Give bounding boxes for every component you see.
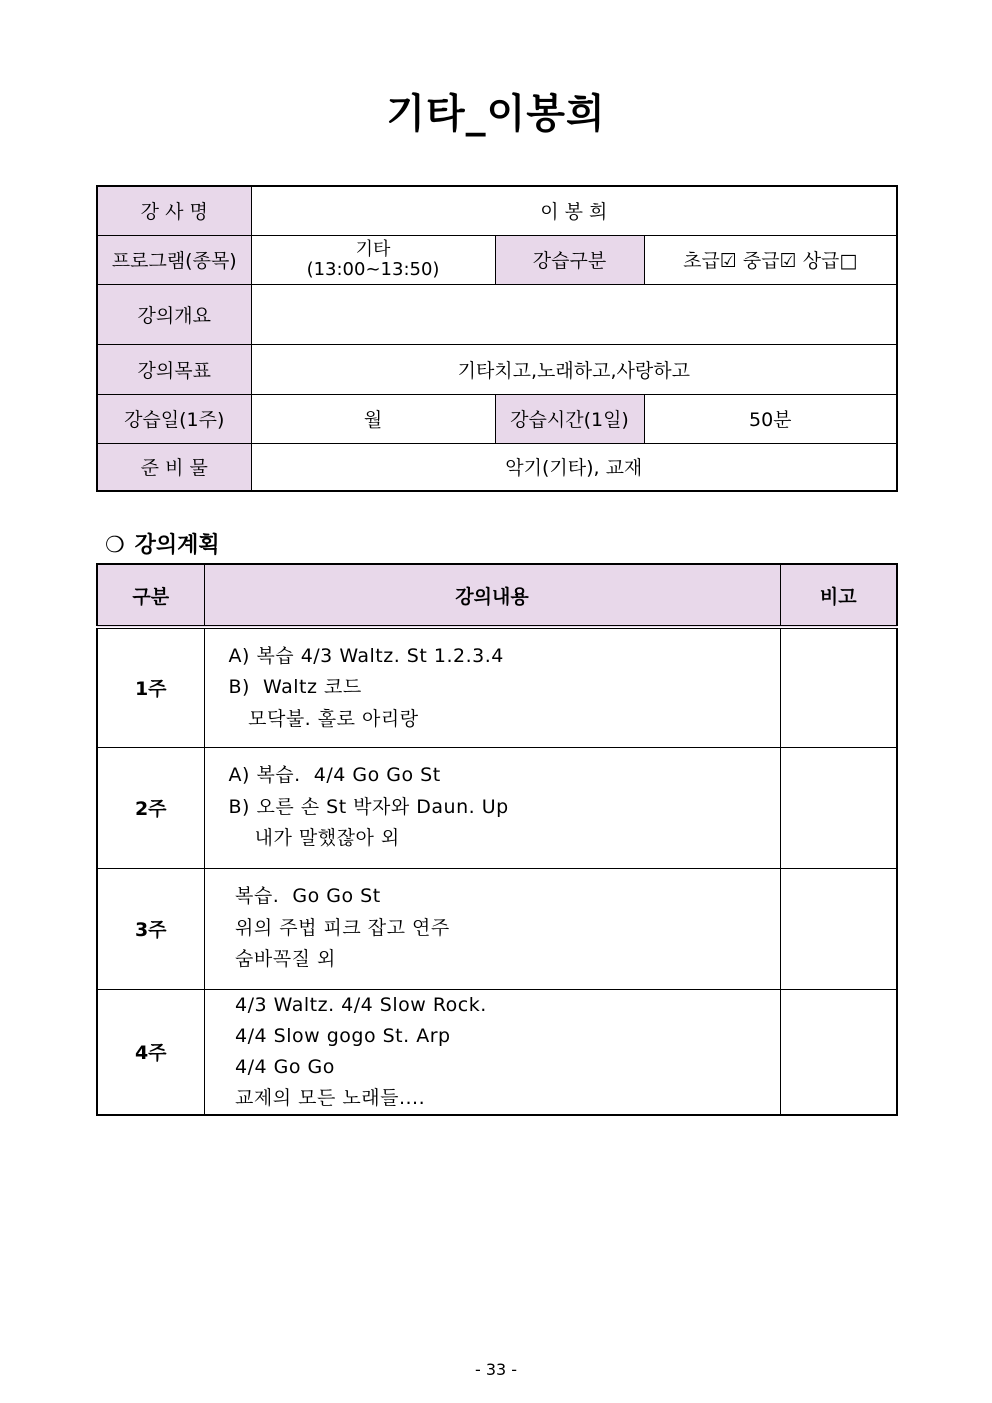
table-row xyxy=(97,627,897,747)
note-cell xyxy=(780,868,897,989)
content-line: B) Waltz 코드 xyxy=(228,676,362,698)
plan-heading xyxy=(105,528,220,559)
content-header: 강의내용 xyxy=(204,564,780,627)
program-time: (13:00~13:50) xyxy=(306,258,440,280)
content-line: 4/4 Slow gogo St. Arp xyxy=(228,1024,451,1047)
table-row xyxy=(97,747,897,868)
circle-bullet-icon: ❍ xyxy=(105,533,125,558)
instructor-label: 강 사 명 xyxy=(97,186,251,235)
lecture-plan-table xyxy=(96,563,898,1116)
plan-heading-text: 강의계획 xyxy=(134,533,220,558)
note-header: 비고 xyxy=(780,564,897,627)
content-line: 복습. Go Go St xyxy=(228,885,381,908)
content-line: 4/3 Waltz. 4/4 Slow Rock. xyxy=(228,993,487,1016)
week-cell: 1주 xyxy=(97,627,204,747)
goal-label: 강의목표 xyxy=(97,344,251,394)
content-line: 4/4 Go Go xyxy=(228,1055,335,1078)
program-label: 프로그램(종목) xyxy=(97,235,251,284)
duration-label: 강습시간(1일) xyxy=(495,394,644,443)
page-title: 기타_이봉희 xyxy=(386,91,606,137)
level-label: 강습구분 xyxy=(495,235,644,284)
content-line: 위의 주법 피크 잡고 연주 xyxy=(228,916,450,939)
content-line: 교제의 모든 노래들.... xyxy=(228,1086,426,1109)
level-value: 초급☑ 중급☑ 상급□ xyxy=(644,235,897,284)
note-cell xyxy=(780,747,897,868)
days-value: 월 xyxy=(251,394,495,443)
page-number: - 33 - xyxy=(474,1360,518,1379)
course-info-table xyxy=(96,185,898,492)
materials-value: 악기(기타), 교재 xyxy=(251,443,897,491)
week-cell: 3주 xyxy=(97,868,204,989)
content-cell xyxy=(204,627,780,747)
note-cell xyxy=(780,627,897,747)
note-cell xyxy=(780,989,897,1115)
content-line: A) 복습 4/3 Waltz. St 1.2.3.4 xyxy=(228,644,504,667)
week-cell: 2주 xyxy=(97,747,204,868)
program-value xyxy=(251,235,495,284)
week-header: 구분 xyxy=(97,564,204,627)
content-line: 모닥불. 홀로 아리랑 xyxy=(228,707,419,730)
overview-label: 강의개요 xyxy=(97,284,251,344)
goal-value: 기타치고,노래하고,사랑하고 xyxy=(251,344,897,394)
duration-value: 50분 xyxy=(644,394,897,443)
overview-value xyxy=(251,284,897,344)
content-line: A) 복습. 4/4 Go Go St xyxy=(228,764,441,787)
program-name: 기타 xyxy=(355,238,391,260)
content-cell xyxy=(204,868,780,989)
content-cell xyxy=(204,989,780,1115)
week-cell: 4주 xyxy=(97,989,204,1115)
plan-header-row xyxy=(97,564,897,627)
content-line: B) 오른 손 St 박자와 Daun. Up xyxy=(228,795,509,818)
content-cell xyxy=(204,747,780,868)
table-row xyxy=(97,989,897,1115)
instructor-value: 이 봉 희 xyxy=(251,186,897,235)
content-line: 내가 말했잖아 외 xyxy=(228,827,400,850)
materials-label: 준 비 물 xyxy=(97,443,251,491)
table-row xyxy=(97,868,897,989)
content-line: 숨바꼭질 외 xyxy=(228,948,336,971)
days-label: 강습일(1주) xyxy=(97,394,251,443)
